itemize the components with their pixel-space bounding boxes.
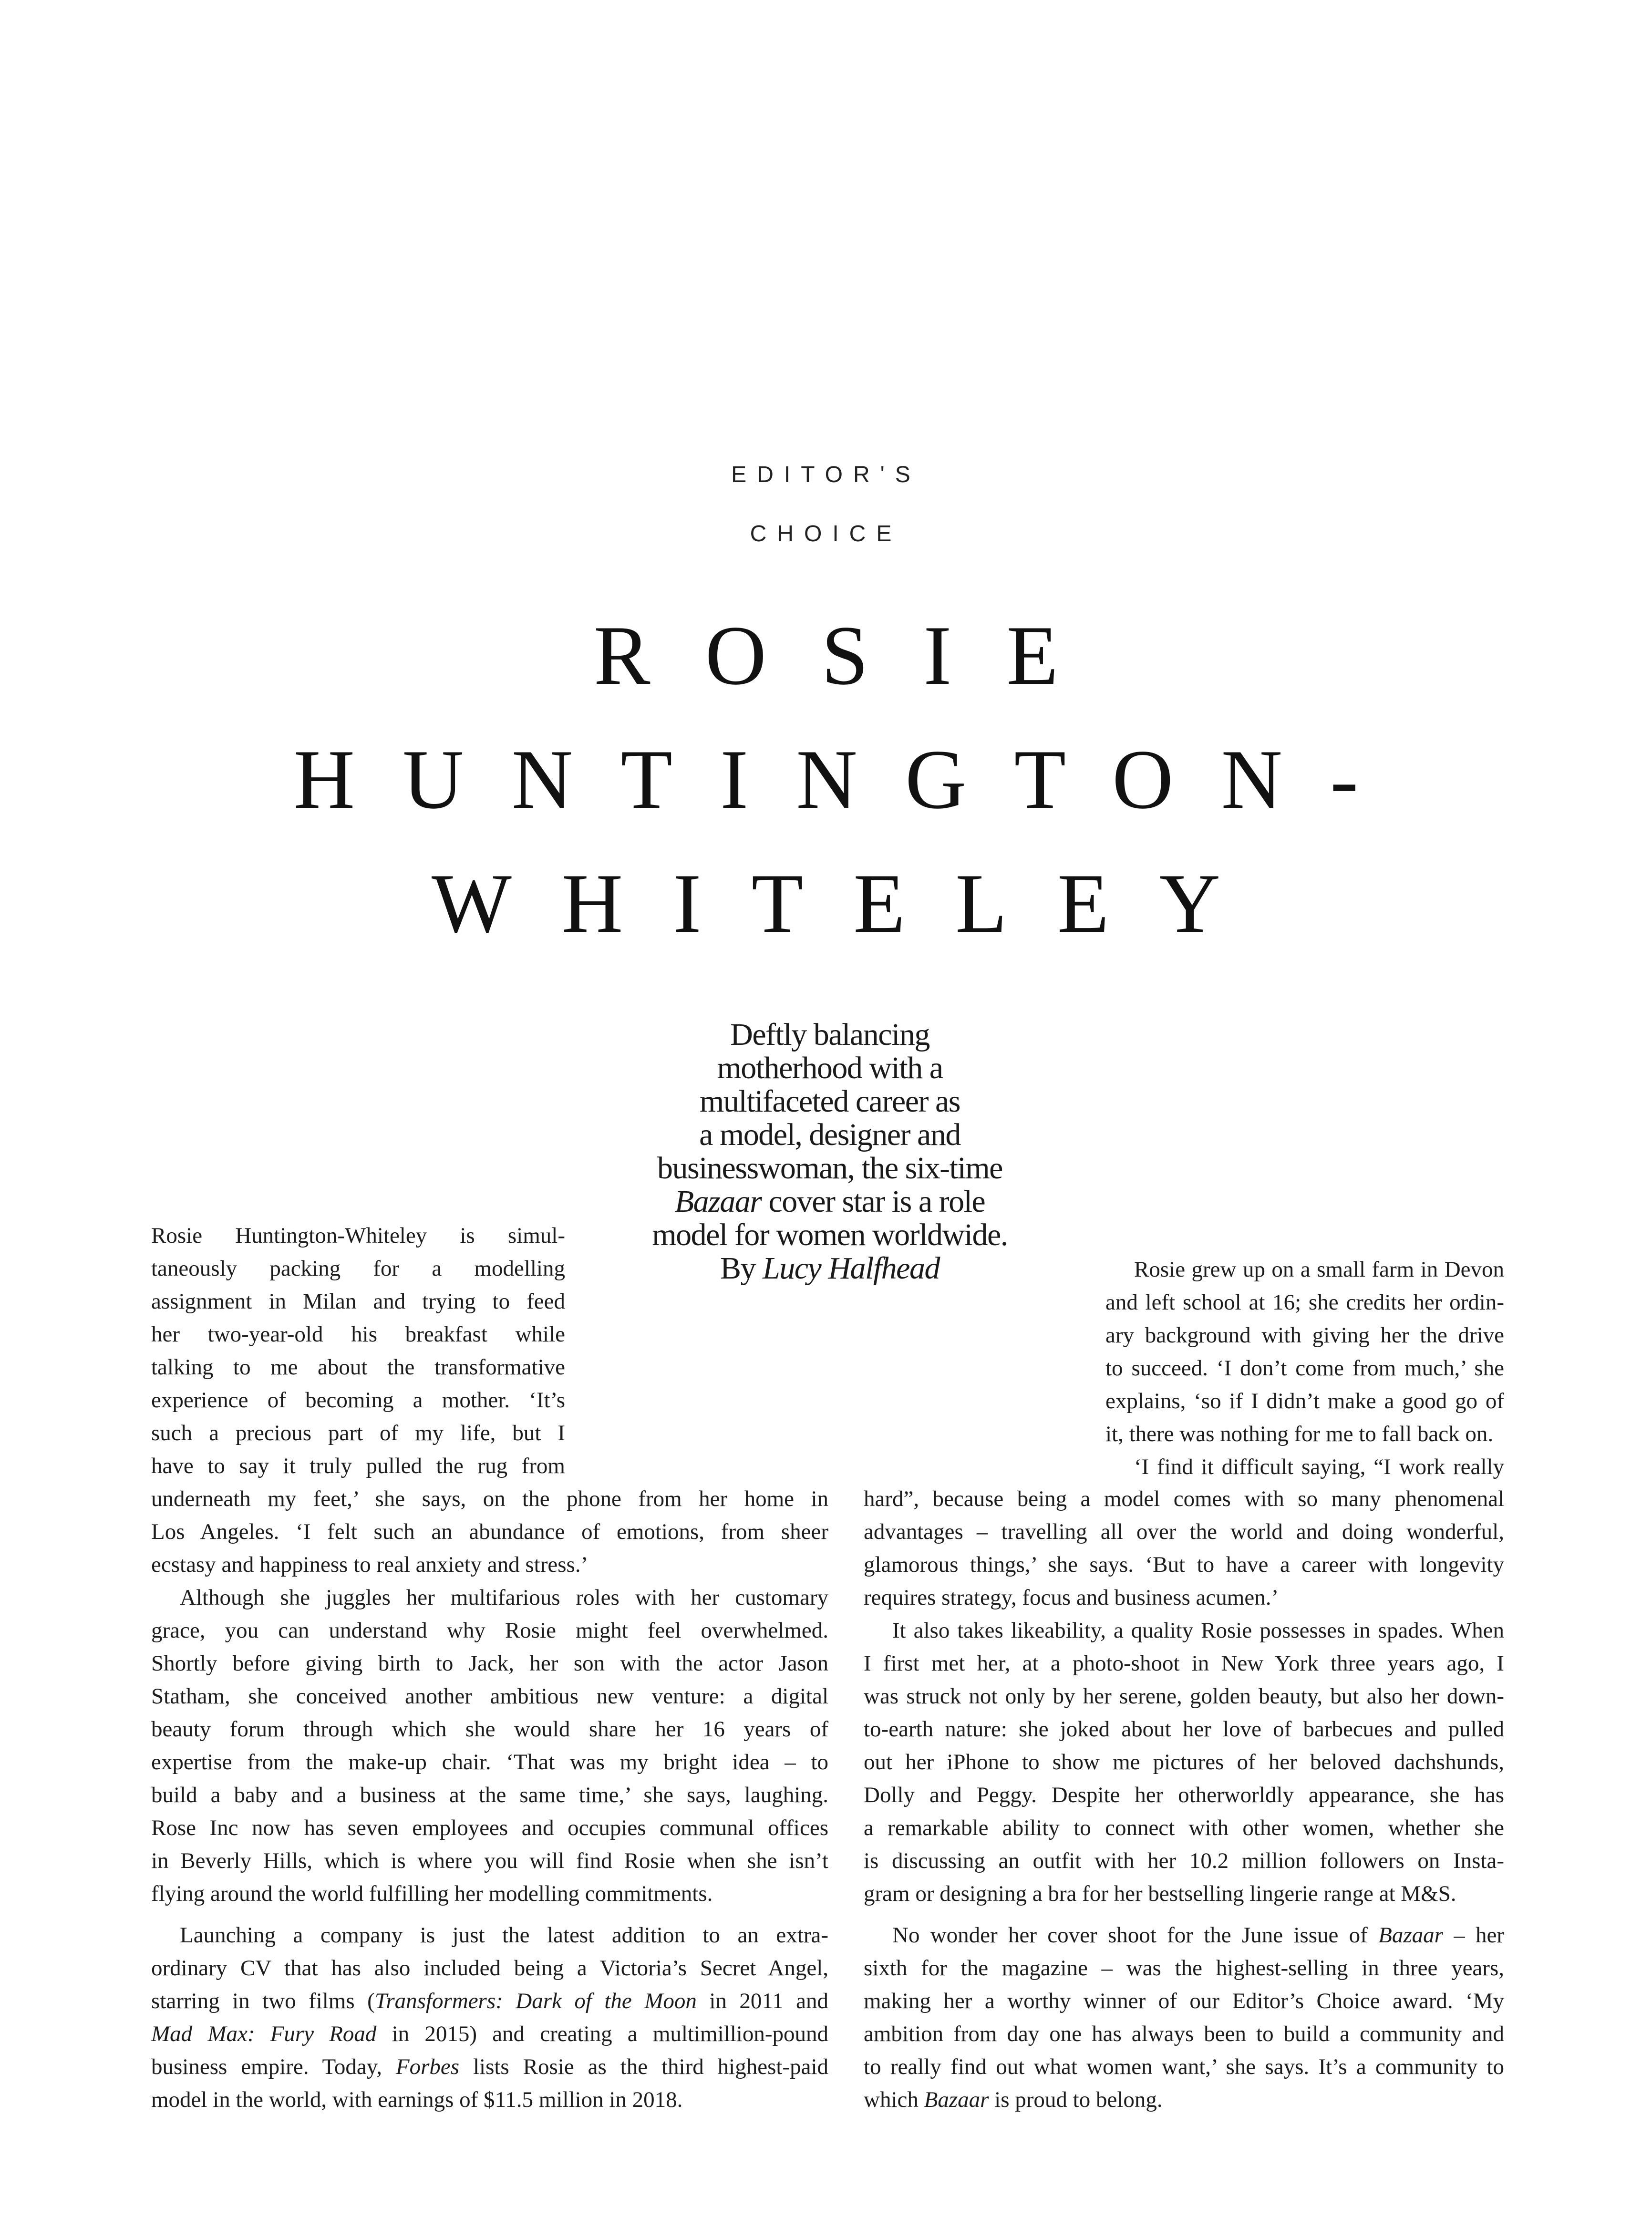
body-line: Although she juggles her multifarious roles with her customary	[180, 1585, 828, 1610]
left-column-narrow	[151, 1219, 565, 1483]
body-line: assignment in Milan and trying to feed	[151, 1289, 565, 1314]
body-line: ary background with giving her the drive	[1105, 1323, 1504, 1348]
body-line: to succeed. ‘I don’t come from much,’ she	[1105, 1356, 1504, 1381]
body-line: and left school at 16; she credits her ordin-	[1105, 1290, 1504, 1315]
body-line: Launching a company is just the latest addition to an extra-	[180, 1923, 828, 1948]
body-line: flying around the world fulfilling her modelling commitments.	[151, 1881, 713, 1906]
body-line: Rosie Huntington-Whiteley is simul-	[151, 1223, 565, 1248]
body-line: underneath my feet,’ she says, on the phone from her home in	[151, 1486, 828, 1511]
body-line	[151, 2051, 828, 2084]
body-line: talking to me about the transformative	[151, 1355, 565, 1380]
body-text: which	[864, 2087, 924, 2112]
body-text: in 2011 and	[696, 1989, 828, 2013]
body-line: out her iPhone to show me pictures of her beloved dachshunds,	[864, 1750, 1504, 1774]
standfirst-line: a model, designer and	[699, 1117, 960, 1152]
body-line: Shortly before giving birth to Jack, her son with the actor Jason	[151, 1651, 828, 1676]
body-line: expertise from the make-up chair. ‘That was my bright idea – to	[151, 1750, 828, 1774]
body-line: such a precious part of my life, but I	[151, 1421, 565, 1445]
standfirst-line: model for women worldwide.	[652, 1217, 1008, 1252]
body-line	[151, 1985, 828, 2018]
body-line: beauty forum through which she would share her 16 years of	[151, 1717, 828, 1742]
body-line: a remarkable ability to connect with other women, whether she	[864, 1815, 1504, 1840]
body-line: taneously packing for a modelling	[151, 1256, 565, 1281]
body-line: in Beverly Hills, which is where you will find Rosie when she isn’t	[151, 1848, 828, 1873]
body-line: experience of becoming a mother. ‘It’s	[151, 1388, 565, 1413]
body-line: is discussing an outfit with her 10.2 million followers on Insta-	[864, 1848, 1504, 1873]
body-line: Statham, she conceived another ambitious new venture: a digital	[151, 1684, 828, 1709]
body-line	[864, 1919, 1504, 1952]
body-line: was struck not only by her serene, golden beauty, but also her down-	[864, 1684, 1504, 1709]
standfirst-line	[615, 1185, 1044, 1218]
right-column-wide	[864, 1483, 1504, 2116]
publication-name: Forbes	[395, 2054, 460, 2079]
headline-line-2: HUNTINGTON-	[293, 732, 1406, 826]
body-text: is proud to belong.	[989, 2087, 1163, 2112]
body-text: No wonder her cover shoot for the June issue of	[892, 1923, 1379, 1948]
headline-line-3: WHITELEY	[431, 856, 1271, 950]
body-line: her two-year-old his breakfast while	[151, 1322, 565, 1347]
body-line: glamorous things,’ she says. ‘But to have a career with longevity	[864, 1552, 1504, 1577]
body-text: starring in two films (	[151, 1989, 375, 2013]
kicker-line-1: EDITOR'S	[731, 462, 921, 487]
body-line: model in the world, with earnings of $11.5 million in 2018.	[151, 2087, 683, 2112]
byline	[615, 1252, 1044, 1285]
body-line: Rosie grew up on a small farm in Devon	[1134, 1257, 1504, 1282]
body-text: lists Rosie as the third highest-paid	[459, 2054, 828, 2079]
body-line: Rose Inc now has seven employees and occupies communal offices	[151, 1815, 828, 1840]
body-line: ambition from day one has always been to build a community and	[864, 2022, 1504, 2046]
magazine-name: Bazaar	[924, 2087, 989, 2112]
body-line: explains, ‘so if I didn’t make a good go of	[1105, 1389, 1504, 1413]
body-line: gram or designing a bra for her bestselling lingerie range at M&S.	[864, 1881, 1456, 1906]
body-line: grace, you can understand why Rosie might feel overwhelmed.	[151, 1618, 828, 1643]
body-line: hard”, because being a model comes with so many phenomenal	[864, 1486, 1504, 1511]
body-line: ecstasy and happiness to real anxiety and stress.’	[151, 1552, 589, 1577]
byline-prefix: By	[720, 1251, 763, 1286]
film-title: Mad Max: Fury Road	[151, 2022, 377, 2046]
body-line: build a baby and a business at the same time,’ she says, laughing.	[151, 1783, 828, 1807]
right-column-narrow	[1105, 1253, 1504, 1484]
body-line: It also takes likeability, a quality Rosie possesses in spades. When	[892, 1618, 1504, 1643]
standfirst-line: Deftly balancing	[730, 1017, 929, 1052]
film-title: Transformers: Dark of the Moon	[374, 1989, 697, 2013]
standfirst-text: cover star is a role	[761, 1184, 985, 1219]
body-line: Los Angeles. ‘I felt such an abundance of emotions, from sheer	[151, 1519, 828, 1544]
body-text: in 2015) and creating a multimillion-pound	[376, 2022, 828, 2046]
body-text: business empire. Today,	[151, 2054, 396, 2079]
body-line: have to say it truly pulled the rug from	[151, 1454, 565, 1478]
body-line: to really find out what women want,’ she says. It’s a community to	[864, 2054, 1504, 2079]
standfirst-line: businesswoman, the six-time	[657, 1151, 1002, 1186]
standfirst-line: multifaceted career as	[700, 1084, 960, 1119]
body-line: I first met her, at a photo-shoot in New York three years ago, I	[864, 1651, 1504, 1676]
headline-line-1: ROSIE	[593, 608, 1114, 702]
body-line: advantages – travelling all over the world and doing wonderful,	[864, 1519, 1504, 1544]
body-line: ‘I find it difficult saying, “I work really	[1134, 1454, 1504, 1479]
byline-author: Lucy Halfhead	[763, 1251, 940, 1286]
body-line: Dolly and Peggy. Despite her otherworldly appearance, she has	[864, 1783, 1504, 1807]
magazine-name: Bazaar	[674, 1184, 762, 1219]
body-text: – her	[1443, 1923, 1505, 1948]
body-line: making her a worthy winner of our Editor’s Choice award. ‘My	[864, 1989, 1504, 2013]
standfirst-line: motherhood with a	[717, 1051, 943, 1085]
magazine-name: Bazaar	[1378, 1923, 1443, 1948]
body-line: sixth for the magazine – was the highest-selling in three years,	[864, 1956, 1504, 1980]
standfirst	[615, 1018, 1044, 1285]
body-line: to-earth nature: she joked about her love of barbecues and pulled	[864, 1717, 1504, 1742]
body-line	[151, 2018, 828, 2051]
kicker-line-2: CHOICE	[750, 521, 902, 547]
body-line	[864, 2084, 1504, 2116]
body-line: it, there was nothing for me to fall back on.	[1105, 1422, 1494, 1446]
body-line: ordinary CV that has also included being a Victoria’s Secret Angel,	[151, 1956, 828, 1980]
body-line: requires strategy, focus and business acumen.’	[864, 1585, 1279, 1610]
left-column-wide	[151, 1483, 828, 2116]
